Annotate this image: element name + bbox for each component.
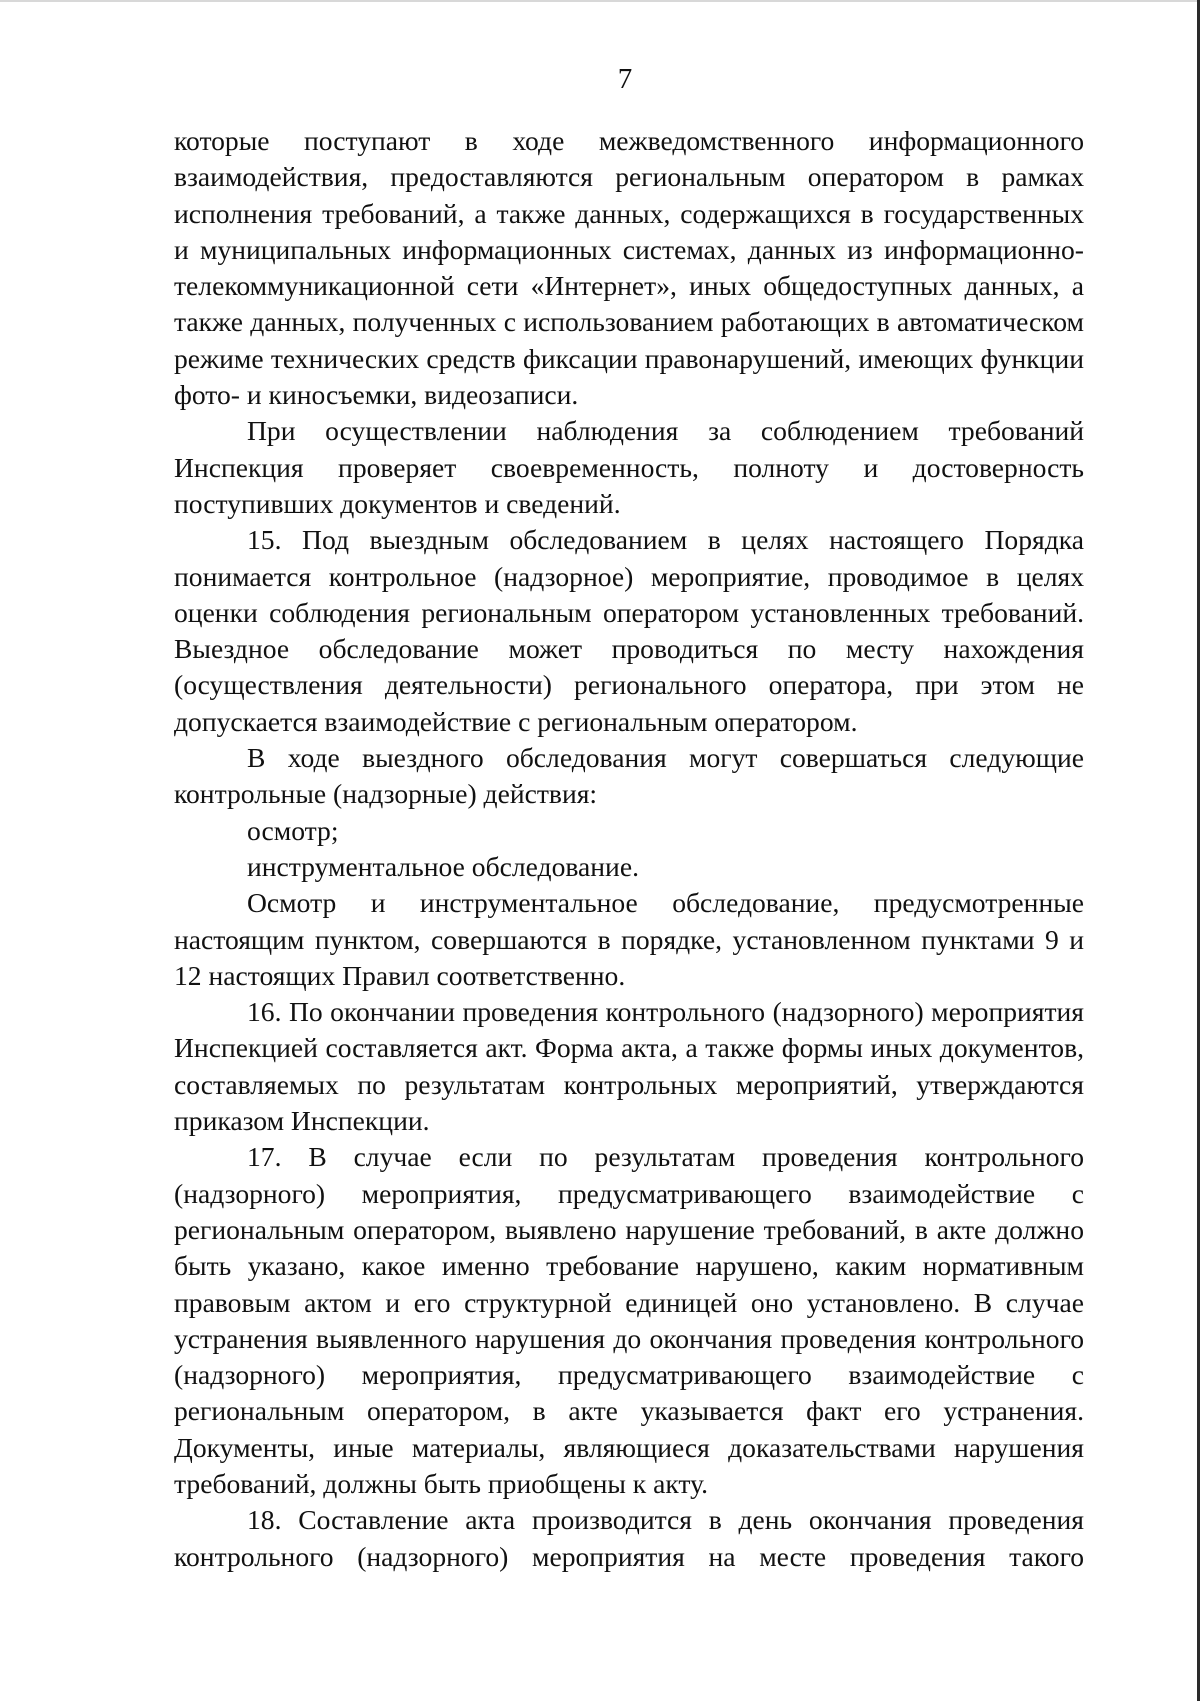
- paragraph-continuation: которые поступают в ходе межведомственного информационного взаимодействия, предоставляются региональным оператором в рамках исполнения требований, а также данных, содержащихся в государственных и муниципальных информационных системах, данных из информационно-телекоммуникационной сети «Интернет», иных общедоступных данных, а также данных, полученных с использованием работающих в автоматическом режиме технических средств фиксации правонарушений, имеющих функции фото- и киносъемки, видеозаписи.: [174, 125, 1084, 411]
- paragraph-observation: При осуществлении наблюдения за соблюдением требований Инспекция проверяет своевременность, полноту и достоверность поступивших документов и сведений.: [174, 415, 1084, 519]
- list-item-instrumental: инструментальное обследование.: [247, 850, 639, 882]
- paragraph-actions-intro: В ходе выездного обследования могут совершаться следующие контрольные (надзорные) действия:: [174, 742, 1084, 810]
- paragraph-18: 18. Составление акта производится в день окончания проведения контрольного (надзорного) мероприятия на месте проведения такого: [174, 1504, 1084, 1572]
- page-number: 7: [617, 63, 633, 95]
- paragraph-17: 17. В случае если по результатам проведения контрольного (надзорного) мероприятия, предусматривающего взаимодействие с региональным оператором, выявлено нарушение требований, в акте должно быть указано, какое именно требование нарушено, каким нормативным правовым актом и его структурной единицей оно установлено. В случае устранения выявленного нарушения до окончания проведения контрольного (надзорного) мероприятия, предусматривающего взаимодействие с региональным оператором, в акте указывается факт его устранения. Документы, иные материалы, являющиеся доказательствами нарушения требований, должны быть приобщены к акту.: [174, 1141, 1084, 1499]
- paragraph-procedure: Осмотр и инструментальное обследование, предусмотренные настоящим пунктом, совершаются в порядке, установленном пунктами 9 и 12 настоящих Правил соответственно.: [174, 887, 1084, 991]
- scan-top-edge: [0, 0, 1200, 2]
- paragraph-15: 15. Под выездным обследованием в целях настоящего Порядка понимается контрольное (надзорное) мероприятие, проводимое в целях оценки соблюдения региональным оператором установленных требований. Выездное обследование может проводиться по месту нахождения (осуществления деятельности) регионального оператора, при этом не допускается взаимодействие с региональным оператором.: [174, 524, 1084, 737]
- document-body: [174, 123, 1084, 1575]
- paragraph-16: 16. По окончании проведения контрольного (надзорного) мероприятия Инспекцией составляется акт. Форма акта, а также формы иных документов, составляемых по результатам контрольных мероприятий, утверждаются приказом Инспекции.: [174, 996, 1084, 1137]
- list-item-inspection: осмотр;: [247, 814, 339, 846]
